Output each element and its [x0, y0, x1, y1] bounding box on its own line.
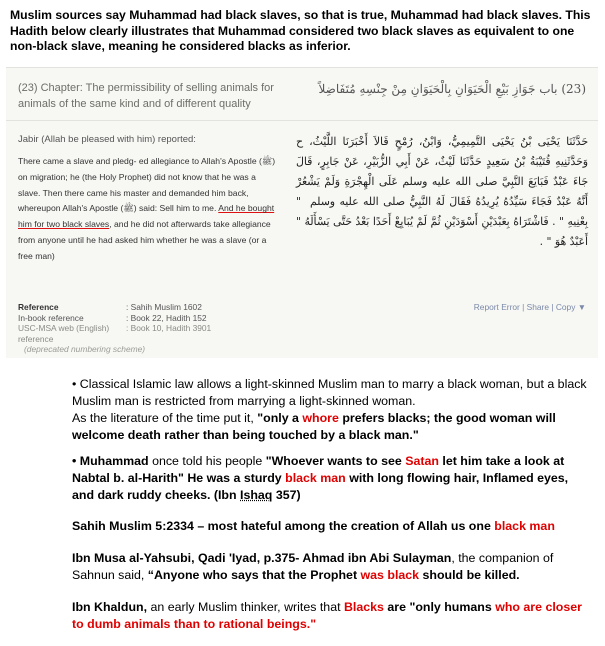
highlight-red: who are closer to dumb animals than to rational beings."	[72, 600, 582, 631]
inbook-label: In-book reference	[18, 312, 84, 323]
text: "Whoever wants to see	[265, 454, 406, 468]
highlight-red: Satan	[405, 454, 439, 468]
paragraph-ibn-ishaq	[72, 453, 592, 504]
intro-paragraph: Muslim sources say Muhammad had black slaves, so that is true, Muhammad had black slaves. This Hadith below clearly illustrates that Muhammad considered two black slaves as equivalent to one non-black slave, meaning he considered blacks as inferior.	[10, 8, 591, 53]
reference-value: : Sahih Muslim 1602	[126, 302, 202, 312]
text: • Classical Islamic law allows a light-skinned Muslim man to marry a black woman, but a black Muslim man is restricted from marrying a light-skinned woman.	[72, 377, 587, 408]
chapter-title-arabic: (23) باب جَوَازِ بَيْعِ الْحَيَوَانِ بِالْحَيَوَانِ مِنْ جِنْسِهِ مُتَفَاضِلاً	[318, 82, 586, 96]
underlined-phrase: And he bought him for two black slaves	[18, 203, 275, 230]
usc-value: : Book 10, Hadith 3901	[126, 323, 212, 333]
text: once told his people	[148, 454, 266, 468]
text: "only a	[257, 411, 303, 425]
hadith-card	[6, 67, 598, 358]
chapter-title-english: (23) Chapter: The permissibility of selling animals for animals of the same kind and of different quality	[18, 82, 274, 110]
text: with long flowing hair, Inflamed eyes, and dark ruddy cheeks. (Ibn	[72, 471, 569, 502]
text: • Muhammad	[72, 454, 149, 468]
highlight-red: black man	[285, 471, 346, 485]
text: Sahih Muslim 5:2334 – most hateful among the creation of Allah us one	[72, 519, 495, 533]
quote	[148, 568, 520, 582]
reference-label: Reference	[18, 302, 59, 312]
highlight-red: whore	[302, 411, 339, 425]
text: prefers blacks; the good woman will welcome death rather than being touched by a black man."	[72, 411, 556, 442]
paragraph-marriage-law	[72, 376, 592, 444]
highlight-red: was black	[360, 568, 420, 582]
usc-label: USC-MSA web (English) reference	[18, 323, 110, 344]
highlight-red: Blacks	[343, 600, 384, 614]
text: Ibn Musa al-Yahsubi, Qadi 'Iyad, p.375- Ahmad ibn Abi Sulayman	[72, 551, 452, 565]
text: Ibn Khaldun,	[72, 600, 148, 614]
report-share-copy-links[interactable]: Report Error | Share | Copy ▼	[473, 302, 586, 312]
text: “Anyone who says that the Prophet	[147, 568, 361, 582]
paragraph-qadi-iyad	[72, 550, 592, 584]
paragraph-sahih-muslim	[72, 518, 592, 535]
text: an early Muslim thinker, writes that	[147, 600, 344, 614]
text: Ishaq	[240, 488, 273, 502]
paragraph-ibn-khaldun	[72, 599, 592, 633]
reference-table	[18, 302, 211, 355]
inbook-value: : Book 22, Hadith 152	[126, 312, 207, 323]
text: let him take a look at Nabtal b. al-Harith" He was a sturdy	[72, 454, 565, 485]
highlight-red: black man	[494, 519, 555, 533]
hadith-text-part: , and he did not afterwards take allegiance from anyone until he had asked him whether he was a slave (or a free man)	[18, 219, 271, 261]
text: As the literature of the time put it,	[72, 411, 258, 425]
hadith-arabic-text: حَدَّثَنَا يَحْيَى بْنُ يَحْيَى التَّمِيمِيُّ، وَابْنُ، رُمْحٍ قَالاَ أَخْبَرَنَا اللَّيْثُ، ح وَحَدَّثَنِيهِ قُتَيْبَةُ بْنُ سَعِيدٍ حَدَّثَنَا لَيْثٌ، عَنْ أَبِي الزُّبَيْرِ، عَنْ جَابِرٍ، قَالَ جَاءَ عَبْدٌ فَبَايَعَ النَّبِيَّ صلى الله عليه وسلم عَلَى الْهِجْرَةِ وَلَمْ يَشْعُرْ أَنَّهُ عَبْدٌ فَجَاءَ سَيِّدُهُ يُرِيدُهُ فَقَالَ لَهُ النَّبِيُّ صلى الله عليه وسلم ‏ "‏ بِعْنِيهِ ‏"‏ ‏.‏ فَاشْتَرَاهُ بِعَبْدَيْنِ أَسْوَدَيْنِ ثُمَّ لَمْ يُبَايِعْ أَحَدًا بَعْدُ حَتَّى يَسْأَلَهُ ‏"‏ أَعَبْدٌ هُوَ ‏"‏ ‏.‏	[296, 135, 588, 248]
usc-note: (deprecated numbering scheme)	[24, 344, 146, 354]
text: , the companion of Sahnun said,	[72, 551, 554, 582]
text: are "only humans	[383, 600, 496, 614]
text: 357)	[272, 488, 301, 502]
narrator: Jabir (Allah be pleased with him) reported:	[18, 134, 196, 145]
hadith-text-part: There came a slave and pledg- ed allegiance to Allah's Apostle (ﷺ) on migration; he (the Holy Prophet) did not know that he was a slave. Then there came his master and demanded him back, whereupon Allah's Apostle (ﷺ) said: Sell him to me.	[18, 156, 276, 214]
text: should be killed.	[419, 568, 520, 582]
hadith-english-text	[18, 154, 280, 265]
divider	[6, 120, 598, 121]
